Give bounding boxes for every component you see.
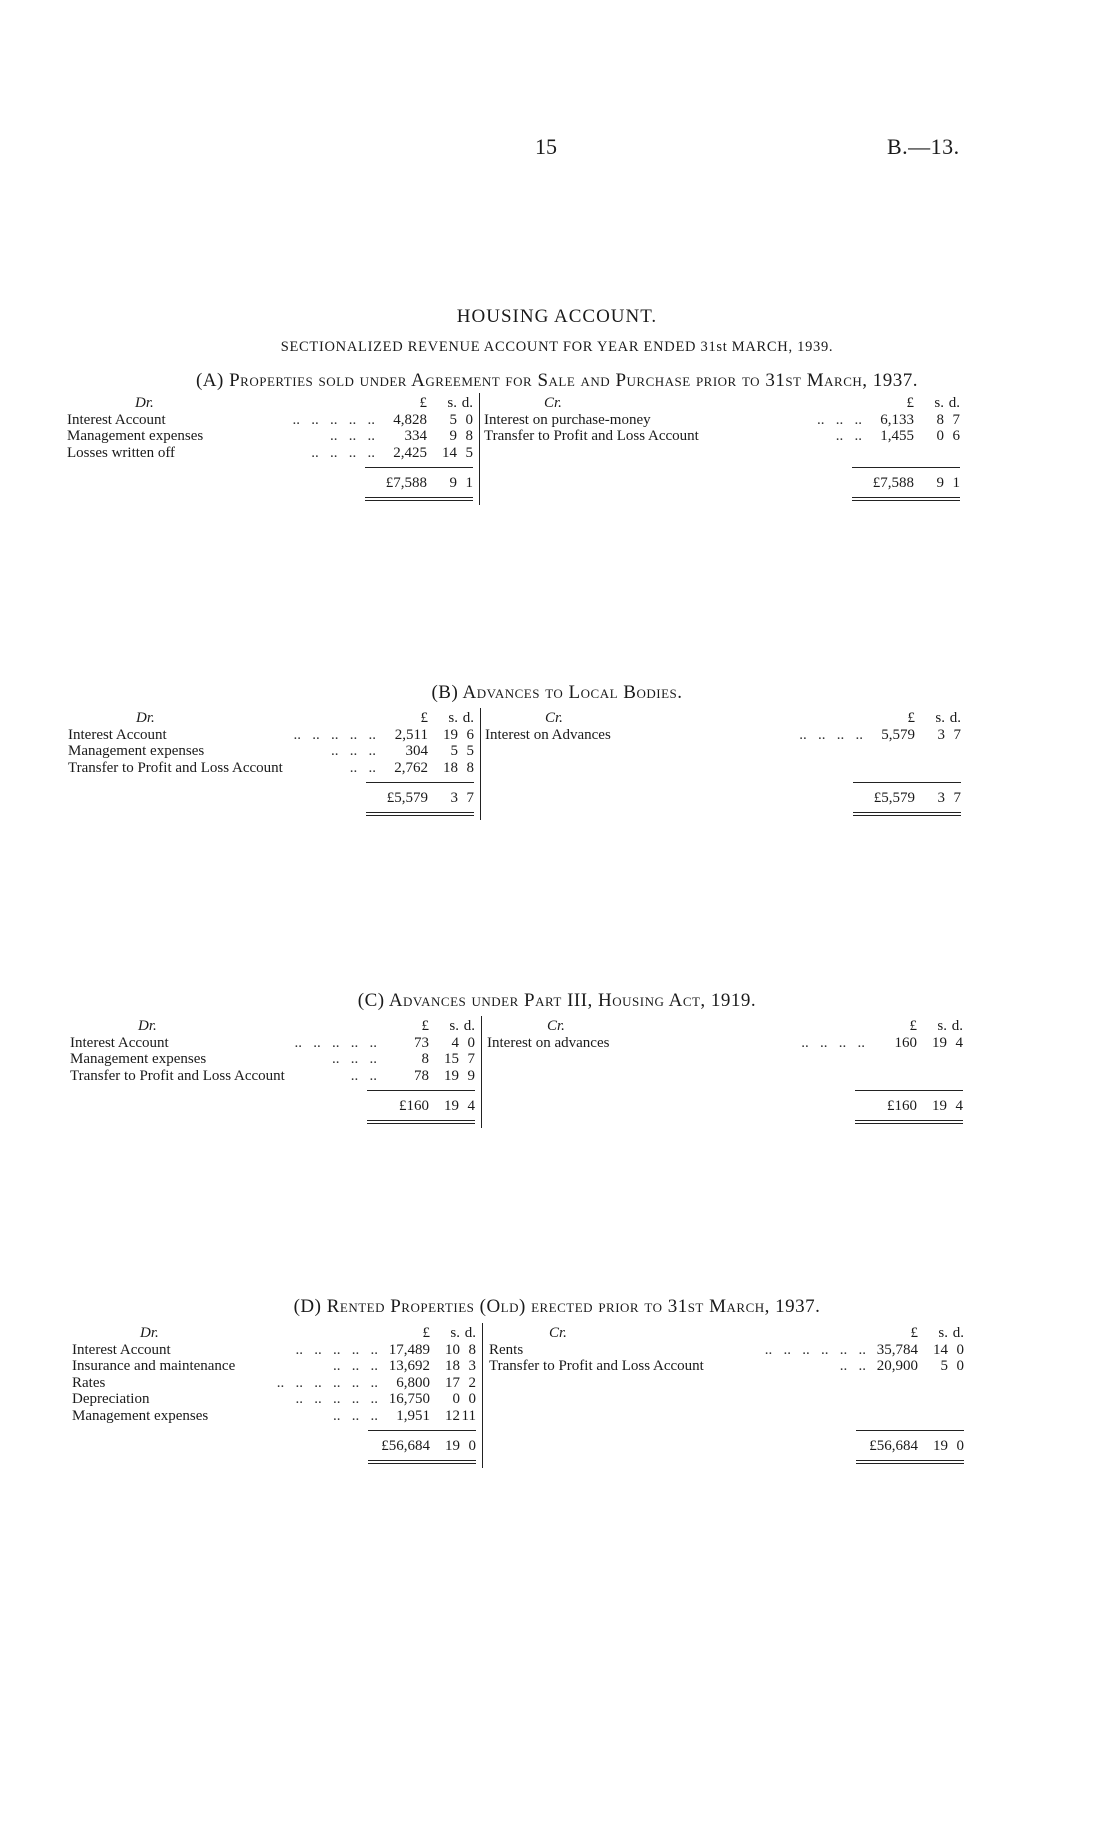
- dr-money-header-pence: d.: [463, 1018, 475, 1034]
- dr-item-pence: 9: [467, 1067, 475, 1084]
- cr-item-label: Rents: [489, 1341, 524, 1358]
- cr-money-header-pounds: £: [909, 1018, 917, 1034]
- dr-money-header-pence: d.: [464, 1325, 476, 1341]
- dr-item-shillings: 5: [450, 743, 458, 759]
- cr-item-pence: 4: [955, 1034, 963, 1051]
- cr-subtotal-rule: [856, 1430, 964, 1431]
- dr-item-leader: .. .. .. .. ..: [294, 1034, 377, 1051]
- cr-total-pounds: £160: [887, 1098, 917, 1114]
- cr-item-pounds: 160: [894, 1034, 917, 1051]
- cr-item-pence: 6: [952, 428, 960, 444]
- cr-total-pence: 4: [955, 1098, 963, 1114]
- cr-money-header-shillings: s.: [934, 395, 944, 411]
- dr-item-shillings: 17: [445, 1374, 460, 1391]
- dr-item-pence: 8: [465, 428, 473, 444]
- dr-item-pence: 6: [466, 726, 474, 743]
- dr-item-pounds: 78: [414, 1067, 429, 1084]
- dr-item-shillings: 18: [443, 759, 458, 776]
- dr-item-label: Losses written off: [67, 444, 176, 461]
- cr-item-label: Transfer to Profit and Loss Account: [489, 1358, 704, 1374]
- cr-money-header-shillings: s.: [935, 710, 945, 726]
- section-heading: (B) Advances to Local Bodies.: [431, 682, 683, 703]
- cr-label: Cr.: [544, 395, 562, 411]
- cr-item-leader: .. .. ..: [817, 411, 862, 428]
- dr-item-leader: .. .. ..: [333, 1358, 378, 1374]
- cr-item-label: Interest on advances: [487, 1034, 610, 1051]
- dr-total-double-rule: [368, 1460, 476, 1464]
- dr-total-shillings: 19: [444, 1098, 459, 1114]
- cr-total-pounds: £56,684: [869, 1438, 918, 1454]
- cr-money-header-pence: d.: [952, 1325, 964, 1341]
- dr-total-pence: 0: [468, 1438, 476, 1454]
- dr-item-pounds: 6,800: [396, 1374, 430, 1391]
- cr-total-pence: 7: [953, 790, 961, 806]
- cr-item-shillings: 8: [936, 411, 944, 428]
- dr-item-shillings: 10: [445, 1341, 460, 1358]
- cr-total-pence: 1: [952, 475, 960, 491]
- cr-item-pounds: 5,579: [881, 726, 915, 743]
- dr-item-pounds: 2,511: [394, 726, 428, 743]
- dr-money-header-shillings: s.: [450, 1325, 460, 1341]
- cr-total-shillings: 9: [936, 475, 944, 491]
- dr-money-header-pence: d.: [462, 710, 474, 726]
- section-heading: (A) Properties sold under Agreement for Sale and Purchase prior to 31st March, 1937.: [195, 370, 919, 391]
- dr-item-shillings: 0: [452, 1391, 460, 1407]
- cr-item-shillings: 3: [937, 726, 945, 743]
- dr-item-label: Interest Account: [67, 411, 166, 428]
- dr-money-header-pounds: £: [422, 1325, 430, 1341]
- document-subtitle: SECTIONALIZED REVENUE ACCOUNT FOR YEAR ENDED 31st MARCH, 1939.: [280, 339, 834, 355]
- cr-total-pence: 0: [956, 1438, 964, 1454]
- dr-total-shillings: 9: [449, 475, 457, 491]
- dr-item-shillings: 15: [444, 1051, 459, 1067]
- cr-label: Cr.: [545, 710, 563, 726]
- cr-item-leader: .. .. .. ..: [801, 1034, 865, 1051]
- dr-item-pounds: 13,692: [388, 1358, 430, 1374]
- dr-item-leader: .. .. ..: [333, 1407, 378, 1424]
- column-divider: [482, 1323, 483, 1468]
- dr-item-pence: 3: [468, 1358, 476, 1374]
- section-heading: (C) Advances under Part III, Housing Act, 1919.: [357, 990, 757, 1011]
- dr-item-leader: .. ..: [349, 759, 376, 776]
- dr-item-leader: .. .. .. ..: [311, 444, 375, 461]
- dr-item-shillings: 4: [451, 1034, 459, 1051]
- dr-item-label: Interest Account: [68, 726, 167, 743]
- cr-item-label: Transfer to Profit and Loss Account: [484, 428, 699, 444]
- dr-item-leader: .. .. .. .. ..: [295, 1391, 378, 1407]
- dr-money-header-pounds: £: [421, 1018, 429, 1034]
- cr-item-leader: .. .. .. ..: [799, 726, 863, 743]
- dr-total-pounds: £7,588: [385, 475, 427, 491]
- dr-item-label: Management expenses: [68, 743, 205, 759]
- dr-item-leader: .. .. .. .. ..: [295, 1341, 378, 1358]
- dr-item-pence: 8: [466, 759, 474, 776]
- dr-item-pounds: 1,951: [396, 1407, 430, 1424]
- page-number: 15: [535, 134, 557, 159]
- dr-total-pence: 1: [465, 475, 473, 491]
- dr-total-shillings: 3: [450, 790, 458, 806]
- dr-item-pounds: 4,828: [393, 411, 427, 428]
- dr-item-label: Management expenses: [70, 1051, 207, 1067]
- cr-money-header-pence: d.: [951, 1018, 963, 1034]
- dr-item-shillings: 5: [449, 411, 457, 428]
- dr-item-shillings: 19: [443, 726, 458, 743]
- dr-item-pounds: 2,425: [393, 444, 427, 461]
- dr-item-pounds: 17,489: [388, 1341, 430, 1358]
- dr-item-pence: 2: [468, 1374, 476, 1391]
- dr-item-shillings: 12: [445, 1407, 460, 1424]
- dr-label: Dr.: [140, 1325, 159, 1341]
- dr-item-pounds: 2,762: [394, 759, 428, 776]
- dr-money-header-pounds: £: [419, 395, 427, 411]
- dr-item-leader: .. .. ..: [330, 428, 375, 444]
- dr-item-pounds: 73: [414, 1034, 429, 1051]
- dr-label: Dr.: [138, 1018, 157, 1034]
- cr-item-leader: .. .. .. .. .. ..: [764, 1341, 866, 1358]
- dr-item-pounds: 334: [404, 428, 427, 444]
- dr-money-header-shillings: s.: [448, 710, 458, 726]
- dr-item-pounds: 304: [405, 743, 428, 759]
- section-heading: (D) Rented Properties (Old) erected prior to 31st March, 1937.: [293, 1296, 821, 1317]
- cr-money-header-pounds: £: [910, 1325, 918, 1341]
- dr-label: Dr.: [135, 395, 154, 411]
- cr-item-label: Interest on Advances: [485, 726, 611, 743]
- cr-item-pounds: 20,900: [876, 1358, 918, 1374]
- dr-total-pounds: £5,579: [386, 790, 428, 806]
- cr-total-shillings: 3: [937, 790, 945, 806]
- cr-total-pounds: £5,579: [873, 790, 915, 806]
- dr-subtotal-rule: [368, 1430, 476, 1431]
- dr-item-pence: 0: [468, 1391, 476, 1407]
- dr-item-label: Management expenses: [67, 428, 204, 444]
- dr-item-pence: 7: [467, 1051, 475, 1067]
- dr-item-label: Interest Account: [72, 1341, 171, 1358]
- dr-item-pence: 5: [465, 444, 473, 461]
- cr-item-pounds: 35,784: [876, 1341, 918, 1358]
- dr-item-leader: .. .. .. .. .. ..: [276, 1374, 378, 1391]
- cr-total-double-rule: [856, 1460, 964, 1464]
- dr-item-label: Transfer to Profit and Loss Account: [68, 759, 283, 776]
- dr-item-label: Management expenses: [72, 1407, 209, 1424]
- dr-item-leader: .. .. ..: [331, 743, 376, 759]
- cr-money-header-pounds: £: [907, 710, 915, 726]
- dr-item-label: Rates: [72, 1374, 106, 1391]
- cr-item-leader: .. ..: [835, 428, 862, 444]
- cr-item-pence: 7: [952, 411, 960, 428]
- page-reference: B.—13.: [887, 134, 960, 159]
- dr-item-label: Depreciation: [72, 1391, 150, 1407]
- dr-item-pence: 11: [461, 1407, 476, 1424]
- dr-item-leader: .. ..: [350, 1067, 377, 1084]
- cr-money-header-shillings: s.: [937, 1018, 947, 1034]
- cr-total-shillings: 19: [933, 1438, 948, 1454]
- dr-total-shillings: 19: [445, 1438, 460, 1454]
- cr-item-pounds: 6,133: [880, 411, 914, 428]
- cr-label: Cr.: [549, 1325, 567, 1341]
- dr-money-header-pence: d.: [461, 395, 473, 411]
- dr-item-label: Insurance and maintenance: [72, 1358, 236, 1374]
- dr-item-pounds: 16,750: [388, 1391, 430, 1407]
- cr-item-pence: 0: [956, 1358, 964, 1374]
- dr-total-pence: 7: [466, 790, 474, 806]
- cr-money-header-pounds: £: [906, 395, 914, 411]
- dr-item-shillings: 14: [442, 444, 457, 461]
- cr-money-header-pence: d.: [949, 710, 961, 726]
- cr-item-pence: 0: [956, 1341, 964, 1358]
- cr-money-header-shillings: s.: [938, 1325, 948, 1341]
- cr-item-pence: 7: [953, 726, 961, 743]
- dr-money-header-shillings: s.: [447, 395, 457, 411]
- cr-item-shillings: 5: [940, 1358, 948, 1374]
- cr-total-shillings: 19: [932, 1098, 947, 1114]
- cr-label: Cr.: [547, 1018, 565, 1034]
- dr-item-pence: 0: [465, 411, 473, 428]
- cr-total-pounds: £7,588: [872, 475, 914, 491]
- cr-item-shillings: 19: [932, 1034, 947, 1051]
- cr-item-leader: .. ..: [839, 1358, 866, 1374]
- dr-item-label: Transfer to Profit and Loss Account: [70, 1067, 285, 1084]
- cr-money-header-pence: d.: [948, 395, 960, 411]
- dr-item-label: Interest Account: [70, 1034, 169, 1051]
- dr-item-shillings: 9: [449, 428, 457, 444]
- dr-item-pence: 5: [466, 743, 474, 759]
- cr-item-shillings: 0: [936, 428, 944, 444]
- dr-item-pounds: 8: [421, 1051, 429, 1067]
- dr-money-header-pounds: £: [420, 710, 428, 726]
- dr-item-leader: .. .. .. .. ..: [293, 726, 376, 743]
- dr-item-leader: .. .. ..: [332, 1051, 377, 1067]
- dr-item-shillings: 19: [444, 1067, 459, 1084]
- dr-item-leader: .. .. .. .. ..: [292, 411, 375, 428]
- dr-total-pence: 4: [467, 1098, 475, 1114]
- document-title: HOUSING ACCOUNT.: [456, 306, 658, 327]
- dr-item-pence: 0: [467, 1034, 475, 1051]
- dr-money-header-shillings: s.: [449, 1018, 459, 1034]
- cr-item-shillings: 14: [933, 1341, 948, 1358]
- dr-total-pounds: £56,684: [381, 1438, 430, 1454]
- cr-item-label: Interest on purchase-money: [484, 411, 651, 428]
- dr-label: Dr.: [136, 710, 155, 726]
- dr-item-shillings: 18: [445, 1358, 460, 1374]
- cr-item-pounds: 1,455: [880, 428, 914, 444]
- dr-item-pence: 8: [468, 1341, 476, 1358]
- dr-total-pounds: £160: [399, 1098, 429, 1114]
